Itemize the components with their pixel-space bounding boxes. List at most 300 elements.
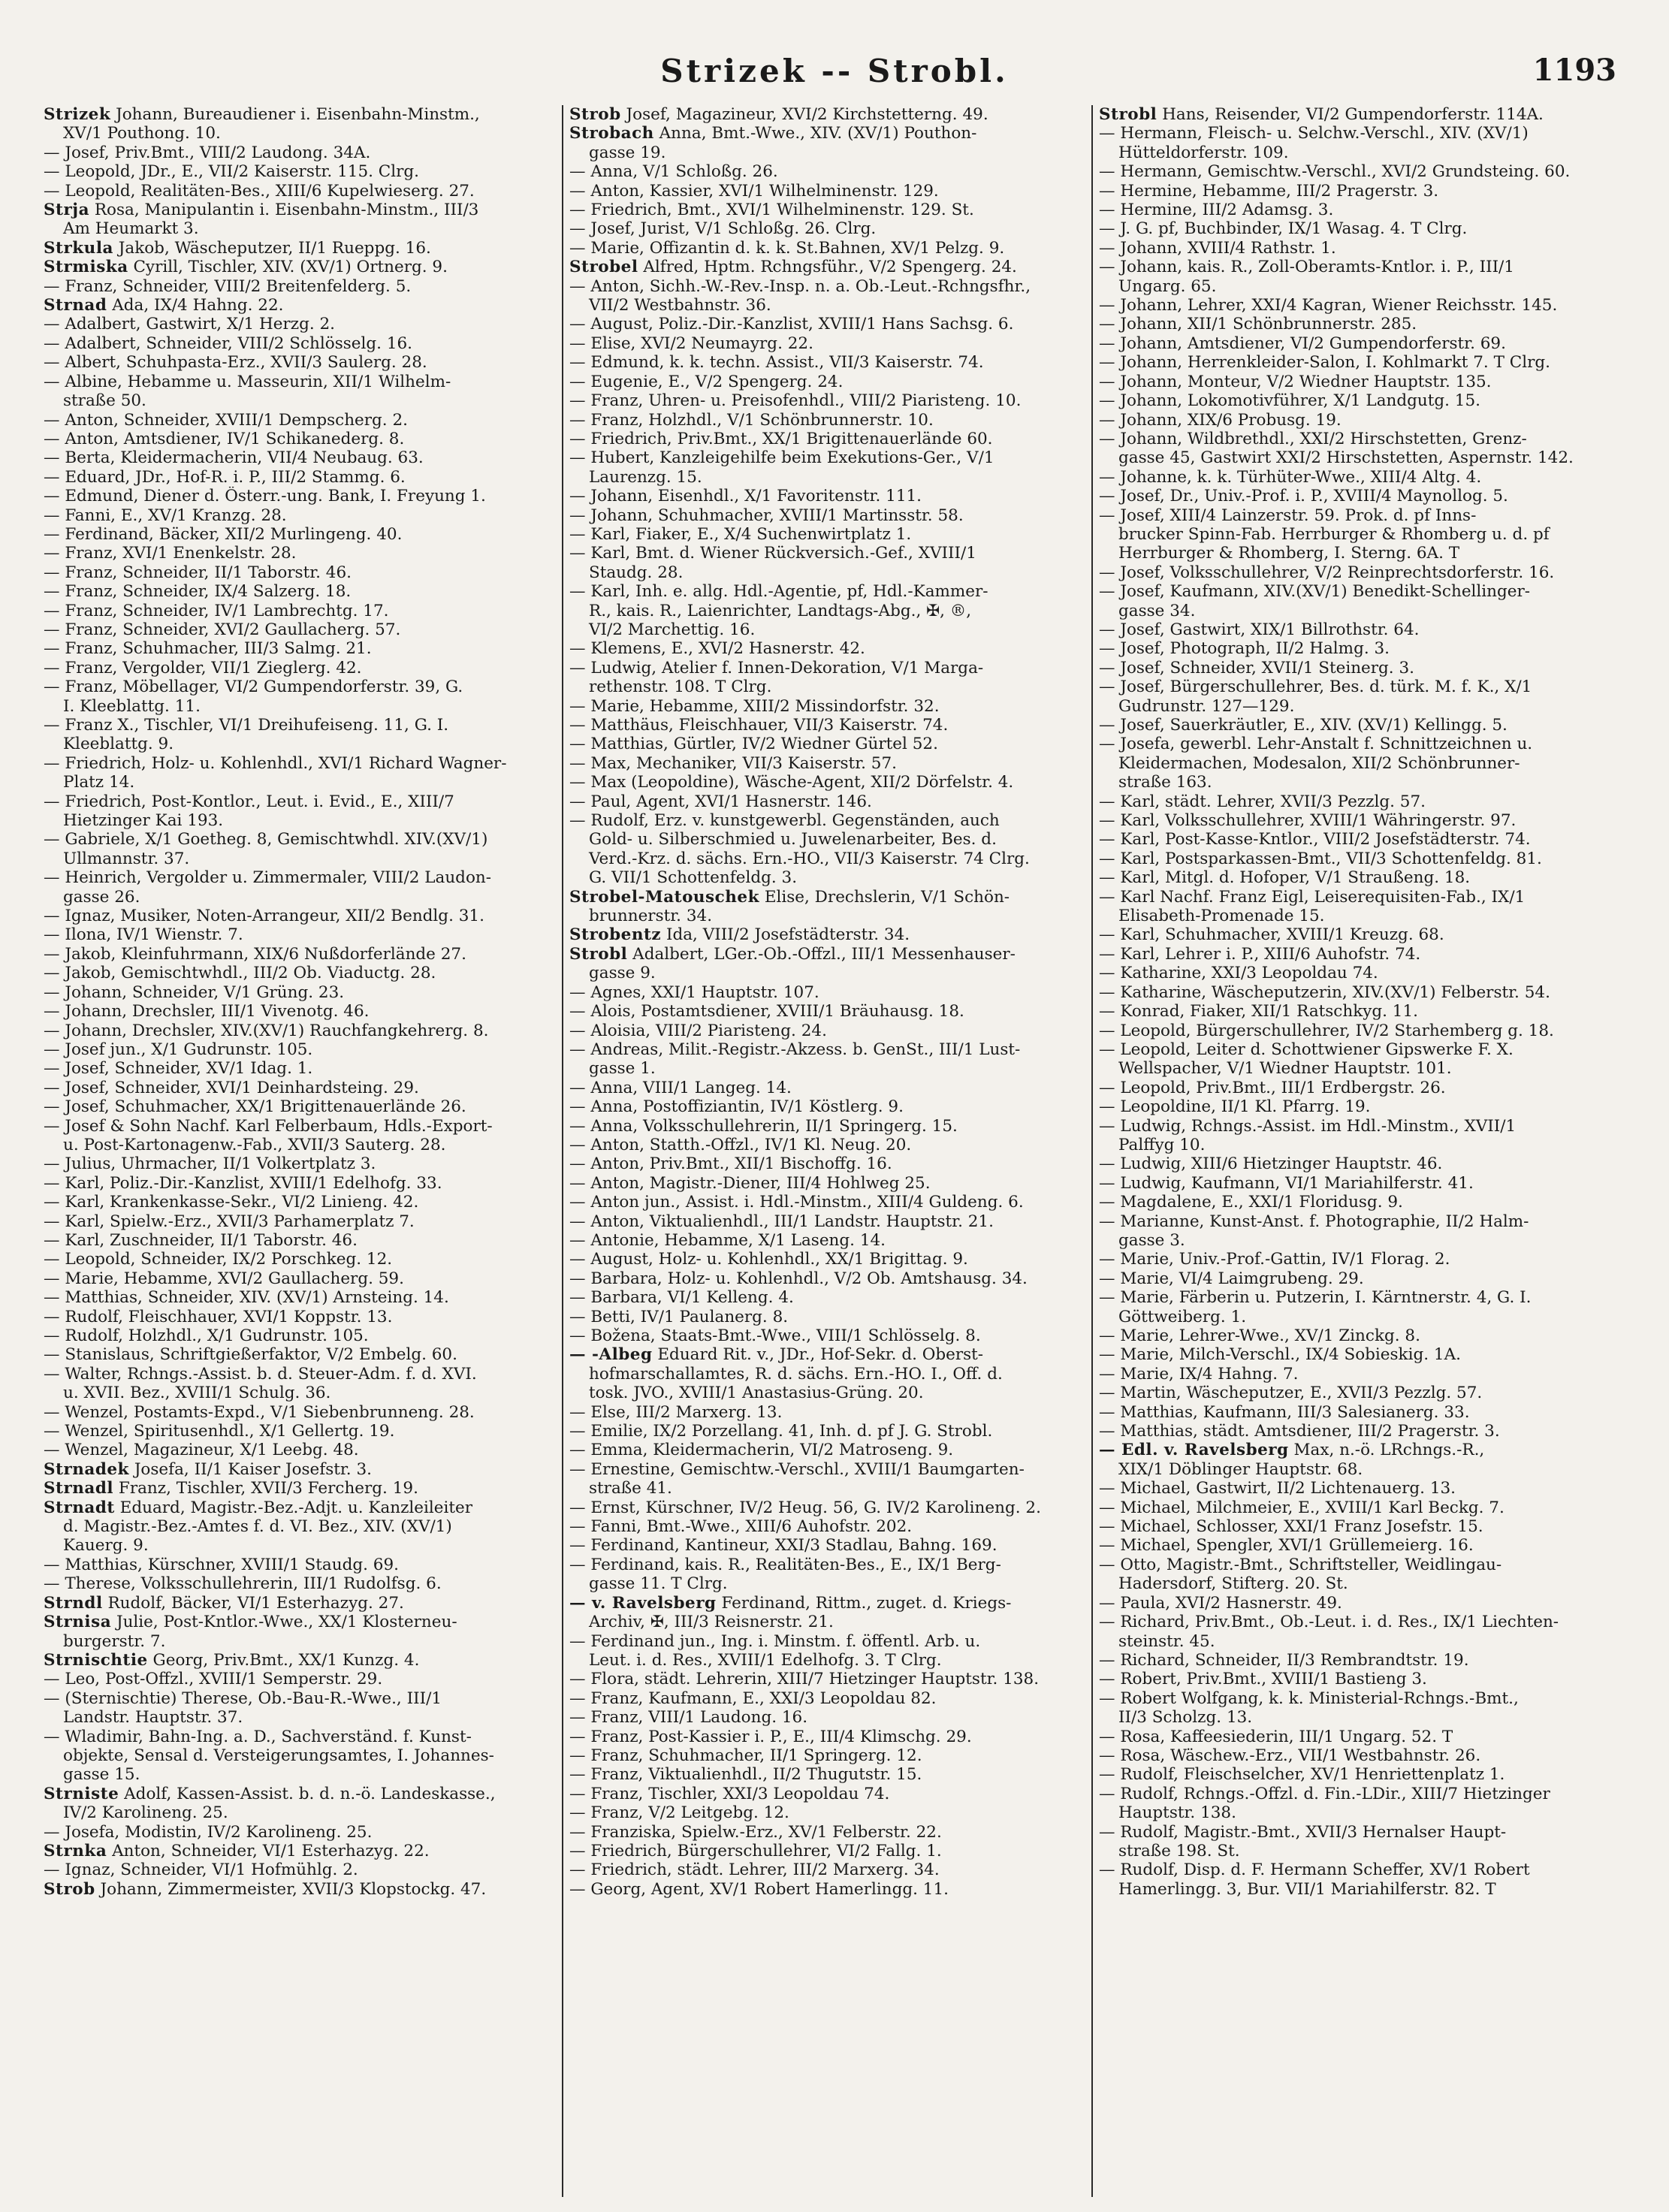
entry-text: — Johann, Eisenhdl., X/1 Favoritenstr. 111.: [569, 487, 922, 506]
directory-entry: [569, 1288, 1080, 1307]
directory-entry: [44, 1059, 554, 1078]
directory-entry: [1099, 124, 1610, 143]
directory-entry: [1099, 735, 1610, 753]
entry-text: Franz, Tischler, XVII/3 Fercherg. 19.: [118, 1479, 418, 1498]
directory-entry: [1099, 1250, 1610, 1269]
directory-entry: [1099, 1326, 1610, 1345]
entry-surname: Strob: [569, 105, 621, 124]
directory-entry: [1099, 1498, 1610, 1517]
entry-text: — Barbara, VI/1 Kelleng. 4.: [569, 1288, 794, 1308]
entry-text: Julie, Post-Kntlor.-Wwe., XX/1 Klosterneu-: [116, 1613, 457, 1632]
entry-text: Hamerlingg. 3, Bur. VII/1 Mariahilferstr. 82. T: [1118, 1879, 1496, 1899]
directory-entry: [1099, 792, 1610, 811]
directory-entry: [44, 1040, 554, 1059]
entry-text: — Leopold, Priv.Bmt., III/1 Erdbergstr. 26.: [1099, 1078, 1446, 1097]
entry-text: — Robert Wolfgang, k. k. Ministerial-Rchngs.-Bmt.,: [1099, 1688, 1519, 1708]
entry-text: gasse 45, Gastwirt XXI/2 Hirschstetten, Aspernstr. 142.: [1118, 448, 1574, 468]
entry-text: — Martin, Wäscheputzer, E., XVII/3 Pezzlg. 57.: [1099, 1384, 1483, 1403]
directory-entry: [44, 563, 554, 582]
directory-entry: [44, 1288, 554, 1307]
entry-text: — Johann, Wildbrethdl., XXI/2 Hirschstetten, Grenz-: [1099, 429, 1527, 448]
entry-text: tosk. JVO., XVIII/1 Anastasius-Grüng. 20.: [589, 1384, 924, 1403]
entry-text: — Alois, Postamtsdiener, XVIII/1 Bräuhausg. 18.: [569, 1002, 964, 1022]
entry-text: — Ferdinand, Bäcker, XII/2 Murlingeng. 40.: [44, 524, 403, 544]
directory-entry: [44, 792, 554, 811]
directory-entry: [44, 1231, 554, 1250]
directory-entry: [44, 1670, 554, 1688]
directory-entry: [44, 1117, 554, 1136]
directory-entry: [44, 1365, 554, 1384]
entry-text: — Anna, Volksschullehrerin, II/1 Springerg. 15.: [569, 1116, 958, 1136]
entry-text: steinstr. 45.: [1118, 1631, 1215, 1651]
directory-entry: [569, 697, 1080, 716]
directory-entry: [569, 1308, 1080, 1326]
entry-text: Anna, Bmt.-Wwe., XIV. (XV/1) Pouthon-: [659, 124, 977, 143]
entry-text: Ferdinand, Rittm., zuget. d. Kriegs-: [721, 1593, 1012, 1613]
entry-text: — Matthias, Kaufmann, III/3 Salesianerg. 33.: [1099, 1402, 1470, 1422]
entry-text: — Ludwig, Kaufmann, VI/1 Mariahilferstr. 41.: [1099, 1173, 1474, 1193]
entry-continuation: [1099, 1231, 1610, 1250]
directory-entry: [1099, 945, 1610, 964]
entry-text: — Edmund, k. k. techn. Assist., VII/3 Kaiserstr. 74.: [569, 353, 984, 373]
directory-columns: [44, 105, 1628, 2197]
directory-entry: [44, 162, 554, 181]
entry-continuation: [44, 811, 554, 830]
directory-entry: [1099, 373, 1610, 391]
entry-text: — Otto, Magistr.-Bmt., Schriftsteller, Weidlingau-: [1099, 1555, 1502, 1574]
directory-entry: [569, 888, 1080, 907]
entry-text: u. Post-Kartonagenw.-Fab., XVII/3 Sauterg. 28.: [63, 1135, 446, 1154]
directory-entry: [569, 1842, 1080, 1860]
directory-entry: [569, 258, 1080, 276]
entry-continuation: [569, 563, 1080, 582]
entry-continuation: [44, 219, 554, 238]
entry-text: — Franz, Uhren- u. Preisofenhdl., VIII/2 Piaristeng. 10.: [569, 391, 1022, 411]
entry-text: — Johann, Lehrer, XXI/4 Kagran, Wiener Reichsstr. 145.: [1099, 296, 1558, 315]
entry-text: — Friedrich, Priv.Bmt., XX/1 Brigittenauerlände 60.: [569, 429, 993, 448]
entry-surname: Strobl: [569, 944, 628, 964]
directory-entry: [44, 373, 554, 391]
directory-entry: [1099, 239, 1610, 258]
entry-text: Eduard Rit. v., JDr., Hof-Sekr. d. Oberst-: [657, 1345, 984, 1365]
entry-text: — Franz, VIII/1 Laudong. 16.: [569, 1708, 808, 1728]
entry-text: — Johann, kais. R., Zoll-Oberamts-Kntlor. i. P., III/1: [1099, 258, 1514, 277]
entry-text: burgerstr. 7.: [63, 1631, 166, 1651]
entry-text: — Franz, Schneider, IX/4 Salzerg. 18.: [44, 582, 352, 602]
directory-entry: [44, 907, 554, 925]
entry-surname: Strkula: [44, 238, 113, 258]
entry-continuation: [44, 1384, 554, 1402]
entry-text: XIX/1 Döblinger Hauptstr. 68.: [1118, 1459, 1363, 1479]
directory-entry: [569, 1765, 1080, 1784]
directory-entry: [1099, 563, 1610, 582]
entry-text: Landstr. Hauptstr. 37.: [63, 1708, 243, 1728]
entry-text: — Josef, Schuhmacher, XX/1 Brigittenauerlände 26.: [44, 1097, 466, 1117]
entry-text: Rudolf, Bäcker, VI/1 Esterhazyg. 27.: [107, 1593, 404, 1613]
directory-entry: [1099, 1403, 1610, 1422]
directory-entry: [1099, 1670, 1610, 1688]
entry-continuation: [569, 1613, 1080, 1631]
entry-text: Adolf, Kassen-Assist. b. d. n.-ö. Landeskasse.,: [124, 1784, 496, 1803]
directory-entry: [1099, 219, 1610, 238]
directory-entry: [1099, 1689, 1610, 1708]
directory-entry: [44, 315, 554, 333]
directory-entry: [44, 182, 554, 201]
directory-entry: [44, 677, 554, 696]
directory-entry: [569, 219, 1080, 238]
directory-entry: [1099, 1097, 1610, 1116]
entry-text: — Johann, XIX/6 Probusg. 19.: [1099, 410, 1342, 430]
entry-text: — Friedrich, Post-Kontlor., Leut. i. Evid., E., XIII/7: [44, 792, 454, 811]
directory-entry: [569, 201, 1080, 219]
directory-entry: [569, 353, 1080, 372]
entry-text: — Leo, Post-Offzl., XVIII/1 Semperstr. 29.: [44, 1670, 383, 1689]
directory-entry: [1099, 1728, 1610, 1746]
entry-text: — Flora, städt. Lehrerin, XIII/7 Hietzinger Hauptstr. 138.: [569, 1670, 1040, 1689]
entry-text: — Ludwig, Atelier f. Innen-Dekoration, V/1 Marga-: [569, 658, 984, 677]
entry-text: straße 41.: [589, 1479, 672, 1498]
entry-text: objekte, Sensal d. Versteigerungsamtes, I. Johannes-: [63, 1746, 494, 1765]
page-header: [0, 53, 1669, 98]
directory-entry: [44, 487, 554, 505]
entry-continuation: [1099, 1574, 1610, 1593]
directory-entry: [569, 1193, 1080, 1212]
directory-entry: [1099, 1002, 1610, 1021]
entry-text: — Karl, Zuschneider, II/1 Taborstr. 46.: [44, 1230, 358, 1250]
directory-entry: [569, 277, 1080, 296]
entry-continuation: [1099, 525, 1610, 544]
entry-continuation: [1099, 448, 1610, 467]
directory-entry: [569, 1632, 1080, 1651]
entry-surname: Strnad: [44, 296, 107, 315]
directory-entry: [1099, 849, 1610, 868]
entry-text: — Franz, Holzhdl., V/1 Schönbrunnerstr. 10.: [569, 410, 934, 430]
directory-entry: [569, 1002, 1080, 1021]
directory-entry: [44, 754, 554, 773]
entry-continuation: [569, 296, 1080, 315]
entry-text: — Michael, Schlosser, XXI/1 Franz Josefstr. 15.: [1099, 1517, 1483, 1537]
directory-entry: [1099, 411, 1610, 430]
directory-entry: [1099, 1288, 1610, 1307]
entry-continuation: [569, 849, 1080, 868]
directory-entry: [1099, 868, 1610, 887]
entry-text: brunnerstr. 34.: [589, 907, 713, 926]
directory-entry: [44, 945, 554, 964]
entry-text: Göttweiberg. 1.: [1118, 1307, 1247, 1326]
column-2: [569, 105, 1080, 2197]
entry-continuation: [569, 1651, 1080, 1670]
entry-text: — Aloisia, VIII/2 Piaristeng. 24.: [569, 1021, 827, 1040]
entry-text: — Anton, Statth.-Offzl., IV/1 Kl. Neug. 20.: [569, 1135, 912, 1154]
entry-text: — Albert, Schuhpasta-Erz., XVII/3 Saulerg. 28.: [44, 353, 427, 373]
directory-entry: [44, 1785, 554, 1803]
directory-entry: [1099, 1422, 1610, 1441]
directory-entry: [1099, 201, 1610, 219]
entry-text: — Josef, Schneider, XV/1 Idag. 1.: [44, 1059, 313, 1079]
directory-entry: [1099, 1785, 1610, 1803]
directory-entry: [44, 830, 554, 849]
entry-text: Josefa, II/1 Kaiser Josefstr. 3.: [134, 1459, 372, 1479]
directory-entry: [44, 143, 554, 162]
entry-text: — Marie, Univ.-Prof.-Gattin, IV/1 Florag. 2.: [1099, 1250, 1450, 1269]
entry-surname: Strizek: [44, 105, 111, 124]
entry-text: — Hermann, Gemischtw.-Verschl., XVI/2 Grundsteing. 60.: [1099, 162, 1571, 182]
entry-text: — Anna, Postoffiziantin, IV/1 Köstlerg. 9.: [569, 1097, 904, 1117]
entry-continuation: [569, 620, 1080, 639]
directory-entry: [569, 1097, 1080, 1116]
directory-entry: [569, 1269, 1080, 1288]
directory-entry: [1099, 811, 1610, 830]
entry-text: — Leopold, JDr., E., VII/2 Kaiserstr. 115. Clrg.: [44, 162, 419, 182]
entry-text: — (Sternischtie) Therese, Ob.-Bau-R.-Wwe., III/1: [44, 1688, 442, 1708]
entry-text: — Konrad, Fiaker, XII/1 Ratschkyg. 11.: [1099, 1002, 1418, 1022]
entry-continuation: [44, 391, 554, 410]
entry-text: — Johann, Drechsler, III/1 Vivenotg. 46.: [44, 1002, 370, 1022]
entry-continuation: [1099, 602, 1610, 620]
entry-text: — Julius, Uhrmacher, II/1 Volkertplatz 3.: [44, 1154, 376, 1174]
entry-text: Ullmannstr. 37.: [63, 849, 190, 868]
entry-text: — Josef, Bürgerschullehrer, Bes. d. türk. M. f. K., X/1: [1099, 677, 1532, 697]
entry-text: Elisabeth-Promenade 15.: [1118, 907, 1325, 926]
entry-text: — Josef, Priv.Bmt., VIII/2 Laudong. 34A.: [44, 143, 371, 162]
directory-entry: [44, 1860, 554, 1879]
directory-entry: [569, 792, 1080, 811]
entry-text: — Adalbert, Gastwirt, X/1 Herzg. 2.: [44, 315, 336, 334]
entry-surname: Strobel: [569, 258, 638, 277]
entry-text: Gold- u. Silberschmied u. Juwelenarbeiter, Bes. d.: [589, 830, 997, 849]
entry-continuation: [44, 1536, 554, 1555]
entry-continuation: [569, 602, 1080, 620]
entry-text: Staudg. 28.: [589, 563, 684, 582]
directory-entry: [569, 239, 1080, 258]
entry-continuation: [569, 677, 1080, 696]
entry-text: — Anton, Sichh.-W.-Rev.-Insp. n. a. Ob.-Leut.-Rchngsfhr.,: [569, 276, 1031, 296]
entry-text: — Berta, Kleidermacherin, VII/4 Neubaug. 63.: [44, 448, 424, 468]
directory-entry: [44, 1479, 554, 1498]
entry-text: Herrburger & Rhomberg, I. Sterng. 6A. T: [1118, 544, 1460, 563]
entry-text: — Richard, Schneider, II/3 Rembrandtstr. 19.: [1099, 1650, 1469, 1670]
directory-entry: [569, 639, 1080, 658]
entry-continuation: [44, 124, 554, 143]
entry-text: — Matthäus, Fleischhauer, VII/3 Kaiserstr. 74.: [569, 716, 949, 735]
entry-text: — Johann, Drechsler, XIV.(XV/1) Rauchfangkehrerg. 8.: [44, 1021, 489, 1040]
directory-entry: [44, 1308, 554, 1326]
entry-text: — Rudolf, Disp. d. F. Hermann Scheffer, XV/1 Robert: [1099, 1860, 1530, 1880]
directory-entry: [569, 506, 1080, 525]
entry-text: — Michael, Milchmeier, E., XVIII/1 Karl Beckg. 7.: [1099, 1498, 1505, 1517]
entry-text: — Johann, XVIII/4 Rathstr. 1.: [1099, 238, 1336, 258]
entry-text: — Karl, Post-Kasse-Kntlor., VIII/2 Josefstädterstr. 74.: [1099, 830, 1531, 849]
entry-continuation: [569, 830, 1080, 849]
entry-surname: Strmiska: [44, 258, 128, 277]
directory-entry: [569, 1880, 1080, 1899]
directory-entry: [569, 373, 1080, 391]
directory-entry: [569, 1670, 1080, 1688]
directory-entry: [569, 334, 1080, 353]
directory-entry: [1099, 1613, 1610, 1631]
directory-entry: [1099, 391, 1610, 410]
directory-entry: [44, 334, 554, 353]
entry-text: — Johann, Schneider, V/1 Grüng. 23.: [44, 982, 345, 1002]
entry-text: Ida, VIII/2 Josefstädterstr. 34.: [665, 925, 910, 945]
directory-entry: [569, 945, 1080, 964]
entry-continuation: [1099, 1880, 1610, 1899]
entry-text: Ungarg. 65.: [1118, 276, 1217, 296]
entry-text: — Rosa, Wäschew.-Erz., VII/1 Westbahnstr. 26.: [1099, 1746, 1481, 1765]
directory-entry: [1099, 830, 1610, 849]
entry-continuation: [1099, 1308, 1610, 1326]
directory-entry: [569, 411, 1080, 430]
entry-text: — Franz, Schneider, XVI/2 Gaullacherg. 57.: [44, 620, 401, 639]
directory-entry: [569, 754, 1080, 773]
directory-entry: [1099, 1212, 1610, 1231]
directory-entry: [569, 1823, 1080, 1842]
directory-entry: [1099, 1154, 1610, 1173]
directory-entry: [569, 1441, 1080, 1459]
directory-entry: [44, 1097, 554, 1116]
entry-text: — Leopoldine, II/1 Kl. Pfarrg. 19.: [1099, 1097, 1371, 1117]
directory-entry: [569, 1022, 1080, 1040]
directory-entry: [1099, 468, 1610, 487]
directory-entry: [44, 1250, 554, 1269]
directory-entry: [569, 1536, 1080, 1555]
entry-text: gasse 11. T Clrg.: [589, 1574, 728, 1594]
entry-continuation: [1099, 697, 1610, 716]
entry-surname: Strnka: [44, 1841, 107, 1860]
entry-continuation: [569, 868, 1080, 887]
entry-text: — Wladimir, Bahn-Ing. a. D., Sachverständ. f. Kunst-: [44, 1727, 472, 1746]
entry-text: — Wenzel, Postamts-Expd., V/1 Siebenbrunneng. 28.: [44, 1402, 475, 1422]
entry-continuation: [569, 1479, 1080, 1498]
entry-text: — Barbara, Holz- u. Kohlenhdl., V/2 Ob. Amtshausg. 34.: [569, 1269, 1028, 1288]
entry-text: — Katharine, Wäscheputzerin, XIV.(XV/1) Felberstr. 54.: [1099, 982, 1550, 1002]
directory-entry: [1099, 659, 1610, 677]
entry-text: gasse 34.: [1118, 601, 1196, 620]
entry-text: — Josef, Jurist, V/1 Schloßg. 26. Clrg.: [569, 219, 877, 239]
entry-continuation: [44, 735, 554, 753]
entry-text: — Paul, Agent, XVI/1 Hasnerstr. 146.: [569, 792, 872, 811]
entry-text: — Johann, Schuhmacher, XVIII/1 Martinsstr. 58.: [569, 505, 964, 525]
entry-text: — Anton, Viktualienhdl., III/1 Landstr. Hauptstr. 21.: [569, 1212, 994, 1231]
entry-text: — Adalbert, Schneider, VIII/2 Schlösselg. 16.: [44, 333, 413, 353]
directory-entry: [1099, 716, 1610, 735]
entry-text: — Franz, V/2 Leitgebg. 12.: [569, 1803, 789, 1823]
entry-text: Laurenzg. 15.: [589, 467, 702, 487]
entry-text: — Walter, Rchngs.-Assist. b. d. Steuer-Adm. f. d. XVI.: [44, 1364, 477, 1384]
directory-entry: [1099, 506, 1610, 525]
entry-text: — Franziska, Spielw.-Erz., XV/1 Felberstr. 22.: [569, 1822, 942, 1842]
entry-text: — Hermine, III/2 Adamsg. 3.: [1099, 201, 1334, 220]
entry-text: Eduard, Magistr.-Bez.-Adjt. u. Kanzleileiter: [119, 1498, 473, 1517]
directory-entry: [569, 1746, 1080, 1765]
directory-entry: [569, 1174, 1080, 1193]
entry-text: — Josef, Dr., Univ.-Prof. i. P., XVIII/4 Maynollog. 5.: [1099, 487, 1508, 506]
entry-text: — Marie, IX/4 Hahng. 7.: [1099, 1364, 1299, 1384]
entry-continuation: [44, 888, 554, 907]
entry-text: — Franz, Post-Kassier i. P., E., III/4 Klimschg. 29.: [569, 1727, 972, 1746]
entry-text: — Karl Nachf. Franz Eigl, Leiserequisiten-Fab., IX/1: [1099, 887, 1526, 907]
entry-text: — Ernst, Kürschner, IV/2 Heug. 56, G. IV/2 Karolineng. 2.: [569, 1498, 1041, 1517]
entry-text: Ada, IX/4 Hahng. 22.: [112, 296, 284, 315]
directory-entry: [1099, 1556, 1610, 1574]
directory-entry: [44, 1498, 554, 1517]
directory-entry: [44, 277, 554, 296]
entry-surname: Strob: [44, 1879, 95, 1899]
directory-entry: [44, 1556, 554, 1574]
directory-entry: [569, 1803, 1080, 1822]
entry-text: Josef, Magazineur, XVI/2 Kirchstetterng. 49.: [626, 105, 988, 124]
directory-entry: [44, 1880, 554, 1899]
entry-text: — Josef, XIII/4 Lainzerstr. 59. Prok. d. pf Inns-: [1099, 505, 1477, 525]
entry-text: — Anna, V/1 Schloßg. 26.: [569, 162, 778, 182]
directory-entry: [1099, 162, 1610, 181]
entry-text: Kleidermachen, Modesalon, XII/2 Schönbrunner-: [1118, 753, 1520, 773]
entry-text: — Elise, XVI/2 Neumayrg. 22.: [569, 333, 813, 353]
entry-text: — Else, III/2 Marxerg. 13.: [569, 1402, 783, 1422]
entry-text: Archiv, ✠, III/3 Reisnerstr. 21.: [589, 1613, 834, 1632]
entry-text: — Johann, Lokomotivführer, X/1 Landgutg. 15.: [1099, 391, 1480, 411]
entry-text: Georg, Priv.Bmt., XX/1 Kunzg. 4.: [152, 1650, 420, 1670]
directory-entry: [44, 105, 554, 124]
entry-text: — Josef, Schneider, XVII/1 Steinerg. 3.: [1099, 658, 1414, 677]
directory-entry: [44, 964, 554, 982]
entry-text: — Ignaz, Schneider, VI/1 Hofmühlg. 2.: [44, 1860, 358, 1880]
directory-entry: [44, 1823, 554, 1842]
directory-entry: [1099, 1040, 1610, 1059]
directory-entry: [44, 659, 554, 677]
entry-surname: Strnischtie: [44, 1650, 148, 1670]
directory-entry: [569, 925, 1080, 944]
entry-text: Am Heumarkt 3.: [63, 219, 199, 239]
entry-continuation: [1099, 1708, 1610, 1727]
entry-text: — Karl, städt. Lehrer, XVII/3 Pezzlg. 57.: [1099, 792, 1426, 811]
entry-surname: Strobl: [1099, 105, 1157, 124]
entry-continuation: [1099, 1803, 1610, 1822]
entry-text: d. Magistr.-Bez.-Amtes f. d. VI. Bez., XIV. (XV/1): [63, 1517, 452, 1537]
entry-text: — Hermann, Fleisch- u. Selchw.-Verschl., XIV. (XV/1): [1099, 124, 1529, 143]
entry-text: — Marie, Hebamme, XVI/2 Gaullacherg. 59.: [44, 1269, 404, 1288]
directory-entry: [1099, 487, 1610, 505]
directory-entry: [44, 1212, 554, 1231]
entry-text: — Hermine, Hebamme, III/2 Pragerstr. 3.: [1099, 181, 1439, 201]
directory-entry: [44, 239, 554, 258]
entry-text: straße 50.: [63, 391, 146, 411]
entry-continuation: [44, 1708, 554, 1727]
directory-entry: [569, 1403, 1080, 1422]
entry-text: — Anna, VIII/1 Langeg. 14.: [569, 1078, 792, 1097]
entry-text: — Karl, Poliz.-Dir.-Kanzlist, XVIII/1 Edelhofg. 33.: [44, 1173, 442, 1193]
directory-entry: [1099, 1746, 1610, 1765]
entry-text: Johann, Zimmermeister, XVII/3 Klopstockg. 47.: [100, 1879, 487, 1899]
entry-text: — J. G. pf, Buchbinder, IX/1 Wasag. 4. T Clrg.: [1099, 219, 1468, 239]
entry-text: — Karl, Volksschullehrer, XVIII/1 Währingerstr. 97.: [1099, 811, 1517, 831]
entry-text: — Michael, Gastwirt, II/2 Lichtenauerg. 13.: [1099, 1479, 1456, 1498]
entry-surname: Strobel-Matouschek: [569, 887, 759, 907]
entry-text: — Franz, Schneider, VIII/2 Breitenfelderg. 5.: [44, 276, 412, 296]
directory-entry: [44, 1403, 554, 1422]
entry-text: — Fanni, E., XV/1 Kranzg. 28.: [44, 505, 287, 525]
directory-entry: [569, 1498, 1080, 1517]
entry-surname: Strniste: [44, 1784, 119, 1803]
entry-text: — Anton, Priv.Bmt., XII/1 Bischoffg. 16.: [569, 1154, 892, 1174]
entry-text: — Hubert, Kanzleigehilfe beim Exekutions-Ger., V/1: [569, 448, 994, 468]
directory-entry: [569, 315, 1080, 333]
directory-entry: [44, 602, 554, 620]
entry-text: — Klemens, E., XVI/2 Hasnerstr. 42.: [569, 639, 865, 659]
entry-text: Cyrill, Tischler, XIV. (XV/1) Ortnerg. 9.: [133, 258, 448, 277]
entry-text: — Josef, Gastwirt, XIX/1 Billrothstr. 64.: [1099, 620, 1420, 639]
entry-text: — Franz, Möbellager, VI/2 Gumpendorferstr. 39, G.: [44, 677, 463, 697]
